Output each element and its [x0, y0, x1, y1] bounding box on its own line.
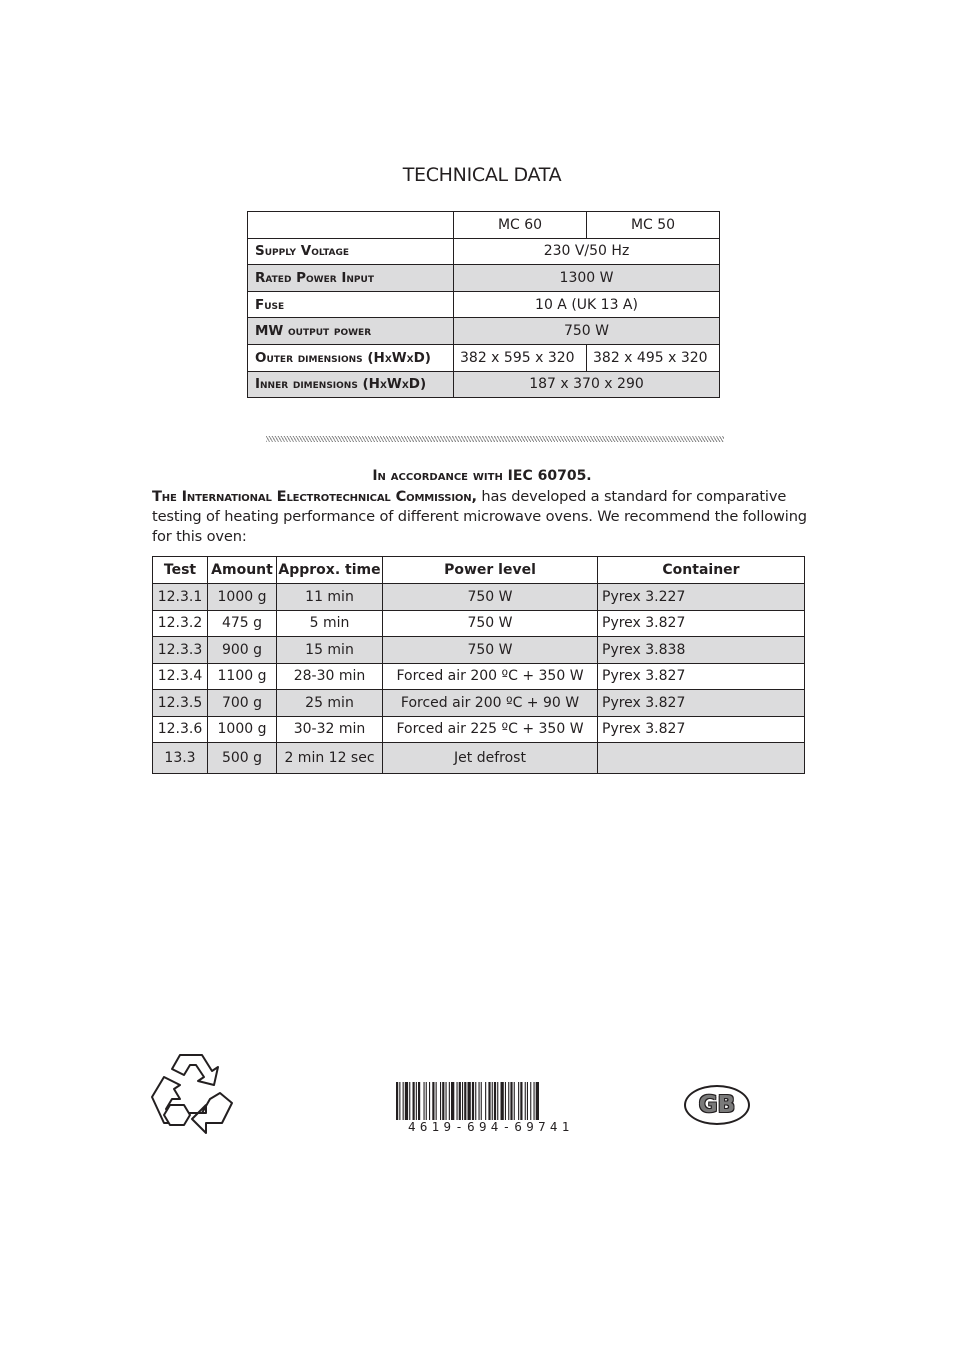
page-title: TECHNICAL DATA [402, 164, 562, 186]
barcode-bar [426, 1082, 427, 1120]
cell-test: 12.3.4 [153, 663, 208, 690]
cell-test: 12.3.5 [153, 690, 208, 717]
row-value: 1300 W [454, 265, 720, 292]
row-label: Inner dimensions (HxWxD) [248, 371, 454, 398]
cell-amount: 1100 g [208, 663, 277, 690]
header-mc50: MC 50 [587, 212, 720, 239]
iec-description: has developed a standard for comparative testing of heating performance of different microwave ovens. We recommend the following for this oven: [152, 488, 807, 545]
cell-test: 12.3.6 [153, 716, 208, 743]
table-row [153, 743, 805, 774]
header-amount: Amount [208, 557, 277, 584]
barcode-bar [501, 1082, 504, 1120]
cell-amount: 1000 g [208, 584, 277, 611]
barcode-bar [436, 1082, 437, 1120]
cell-container: Pyrex 3.827 [598, 690, 805, 717]
barcode-bar [446, 1082, 447, 1120]
cell-power-level: 750 W [383, 584, 598, 611]
barcode-bar [418, 1082, 420, 1120]
recycle-icon [150, 1053, 234, 1135]
barcode-bar [424, 1082, 425, 1120]
header-mc60: MC 60 [454, 212, 587, 239]
cell-container: Pyrex 3.827 [598, 716, 805, 743]
barcode-bar [396, 1082, 398, 1120]
barcode-bar [525, 1082, 526, 1120]
table-row [153, 584, 805, 611]
cell-time: 2 min 12 sec [277, 743, 383, 774]
table-row [248, 238, 720, 265]
row-value: 10 A (UK 13 A) [454, 291, 720, 318]
technical-data-table [247, 211, 720, 398]
table-row [153, 663, 805, 690]
cell-test: 12.3.1 [153, 584, 208, 611]
row-label: Rated Power Input [248, 265, 454, 292]
row-value: 230 V/50 Hz [454, 238, 720, 265]
barcode-bar [449, 1082, 450, 1120]
row-value-mc60: 382 x 595 x 320 [454, 344, 587, 371]
barcode-bar [508, 1082, 509, 1120]
cell-amount: 1000 g [208, 716, 277, 743]
barcode-bar [479, 1082, 480, 1120]
test-table [152, 556, 805, 774]
header-power-level: Power level [383, 557, 598, 584]
barcode-bar [505, 1082, 506, 1120]
row-label: Fuse [248, 291, 454, 318]
header-empty-cell [248, 212, 454, 239]
row-value: 750 W [454, 318, 720, 345]
iec-heading: In accordance with IEC 60705. [372, 468, 592, 484]
barcode-bar [451, 1082, 454, 1120]
table-row [248, 318, 720, 345]
iec-organization: The International Electrotechnical Commission, [152, 488, 477, 505]
header-approx-time: Approx. time [277, 557, 383, 584]
cell-amount: 500 g [208, 743, 277, 774]
cell-test: 12.3.3 [153, 637, 208, 664]
cell-time: 28-30 min [277, 663, 383, 690]
cell-time: 25 min [277, 690, 383, 717]
barcode-bar [432, 1082, 434, 1120]
iec-paragraph [152, 487, 822, 547]
cell-amount: 700 g [208, 690, 277, 717]
cell-amount: 900 g [208, 637, 277, 664]
barcode-bar [462, 1082, 463, 1120]
barcode-bar [492, 1082, 493, 1120]
header-test: Test [153, 557, 208, 584]
cell-power-level: Jet defrost [383, 743, 598, 774]
table-row [153, 637, 805, 664]
cell-container: Pyrex 3.827 [598, 610, 805, 637]
barcode-bar [459, 1082, 461, 1120]
cell-container: Pyrex 3.227 [598, 584, 805, 611]
barcode-bar [527, 1082, 528, 1120]
cell-amount: 475 g [208, 610, 277, 637]
barcode-bar [488, 1082, 490, 1120]
barcode-bar [534, 1082, 535, 1120]
barcode-icon [396, 1082, 602, 1120]
country-badge: GB [684, 1085, 750, 1125]
table-row [153, 690, 805, 717]
table-row [248, 344, 720, 371]
cell-test: 12.3.2 [153, 610, 208, 637]
row-value-mc50: 382 x 495 x 320 [587, 344, 720, 371]
row-label: Supply Voltage [248, 238, 454, 265]
barcode-bar [472, 1082, 474, 1120]
barcode-bar [440, 1082, 441, 1120]
row-label: Outer dimensions (HxWxD) [248, 344, 454, 371]
barcode-bar [403, 1082, 404, 1120]
barcode-bar [520, 1082, 522, 1120]
table-header-row [153, 557, 805, 584]
cell-time: 11 min [277, 584, 383, 611]
cell-test: 13.3 [153, 743, 208, 774]
barcode-bar [510, 1082, 512, 1120]
cell-power-level: 750 W [383, 610, 598, 637]
barcode-bar [399, 1082, 400, 1120]
barcode-bar [514, 1082, 515, 1120]
barcode-bar [442, 1082, 444, 1120]
row-value: 187 x 370 x 290 [454, 371, 720, 398]
cell-container: Pyrex 3.827 [598, 663, 805, 690]
barcode-bar [485, 1082, 486, 1120]
cell-time: 30-32 min [277, 716, 383, 743]
cell-container: Pyrex 3.838 [598, 637, 805, 664]
table-row [153, 716, 805, 743]
table-row [248, 291, 720, 318]
barcode-bar [405, 1082, 408, 1120]
barcode-number: 4619-694-69741 [408, 1119, 574, 1134]
barcode-bar [429, 1082, 430, 1120]
barcode-bar [494, 1082, 496, 1120]
cell-container [598, 743, 805, 774]
barcode-bar [497, 1082, 498, 1120]
header-container: Container [598, 557, 805, 584]
cell-power-level: Forced air 200 ºC + 350 W [383, 663, 598, 690]
table-row [248, 371, 720, 398]
barcode-bar [518, 1082, 519, 1120]
hatched-divider [266, 436, 724, 442]
table-row [248, 265, 720, 292]
barcode-bar [475, 1082, 476, 1120]
barcode-bar [457, 1082, 458, 1120]
barcode-bar [536, 1082, 539, 1120]
cell-time: 15 min [277, 637, 383, 664]
cell-power-level: 750 W [383, 637, 598, 664]
barcode-bar [464, 1082, 466, 1120]
barcode-bar [416, 1082, 417, 1120]
cell-time: 5 min [277, 610, 383, 637]
barcode-bar [481, 1082, 482, 1120]
barcode-bar [409, 1082, 410, 1120]
cell-power-level: Forced air 200 ºC + 90 W [383, 690, 598, 717]
barcode-bar [413, 1082, 415, 1120]
table-header-row [248, 212, 720, 239]
table-row [153, 610, 805, 637]
cell-power-level: Forced air 225 ºC + 350 W [383, 716, 598, 743]
row-label: MW output power [248, 318, 454, 345]
barcode-bar [530, 1082, 531, 1120]
barcode-bar [468, 1082, 471, 1120]
